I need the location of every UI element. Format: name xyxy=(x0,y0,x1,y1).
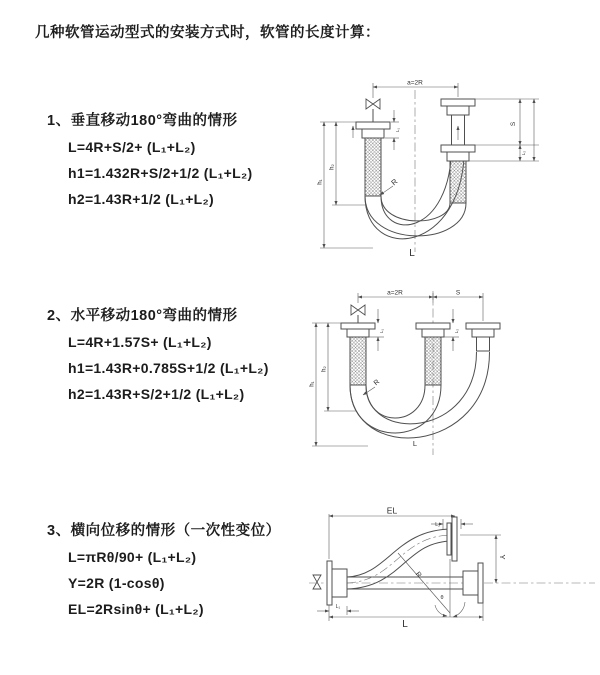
flange xyxy=(478,563,483,603)
dim-label-l1: L₁ xyxy=(395,127,400,133)
flange xyxy=(416,323,450,329)
radius-construction xyxy=(398,553,465,617)
formula-line: EL=2Rsinθ+ (L₁+L₂) xyxy=(68,601,204,617)
hose-braid xyxy=(365,138,381,196)
fitting-block xyxy=(447,152,469,161)
section-vertical-180 xyxy=(47,113,253,217)
fitting-block xyxy=(347,329,369,337)
angle-label: θ xyxy=(440,595,444,601)
length-label: L xyxy=(412,439,418,448)
dim-label-y: Y xyxy=(498,554,507,560)
dim-label-l2: L₂ xyxy=(435,522,440,528)
formula-line: L=4R+1.57S+ (L₁+L₂) xyxy=(68,334,212,350)
fitting-block xyxy=(472,329,494,337)
formula-line: h1=1.432R+S/2+1/2 (L₁+L₂) xyxy=(68,165,253,181)
section-heading: 3、横向位移的情形（一次性变位） xyxy=(47,523,281,539)
left-pipe-assembly xyxy=(341,305,375,385)
diagram-vertical-180-bend xyxy=(315,72,600,262)
dimension-lines xyxy=(317,514,501,621)
hose-braid xyxy=(350,337,366,385)
hose-braid xyxy=(425,337,441,385)
flange xyxy=(466,323,500,329)
section-lateral-displacement xyxy=(47,523,281,627)
formula-line: L=4R+S/2+ (L₁+L₂) xyxy=(68,139,196,155)
hose-curves xyxy=(350,352,490,438)
fitting-block xyxy=(463,571,478,595)
fitting-block xyxy=(447,106,469,115)
dim-label-s: S xyxy=(455,289,461,297)
dim-label-span: a=2R xyxy=(407,79,423,87)
diagram-horizontal-180-bend xyxy=(308,283,600,468)
flange xyxy=(441,99,475,106)
dim-label-l2: L₂ xyxy=(454,328,459,334)
diagram-lateral-displacement xyxy=(303,503,600,668)
dim-label-l1: L₁ xyxy=(335,604,341,610)
flange xyxy=(341,323,375,329)
formula-line: h2=1.43R+S/2+1/2 (L₁+L₂) xyxy=(68,386,245,402)
page-title: 几种软管运动型式的安装方式时，软管的长度计算： xyxy=(35,25,380,41)
radius-label: R xyxy=(372,378,382,388)
radius-label: R xyxy=(413,570,423,580)
pipe xyxy=(477,337,490,351)
middle-pipe-assembly xyxy=(416,323,450,385)
fitting-block xyxy=(422,329,444,337)
fitting-block xyxy=(332,569,347,597)
valve-icon xyxy=(351,305,365,315)
section-horizontal-180 xyxy=(47,308,269,412)
displaced-hose xyxy=(347,517,457,589)
section-heading: 1、垂直移动180°弯曲的情形 xyxy=(47,113,238,129)
formula-line: h2=1.43R+1/2 (L₁+L₂) xyxy=(68,191,215,207)
dim-label-span: a=2R xyxy=(387,289,403,297)
dimension-labels xyxy=(318,80,527,260)
left-pipe-assembly xyxy=(356,99,390,196)
formula-line: L=πRθ/90+ (L₁+L₂) xyxy=(68,549,197,565)
right-pipe-assembly xyxy=(441,99,475,203)
valve-icon xyxy=(313,575,321,589)
hose-braid xyxy=(450,161,466,203)
flange xyxy=(441,145,475,152)
valve-icon xyxy=(366,99,380,109)
radius-label: R xyxy=(389,176,400,188)
dim-label-l1: L₁ xyxy=(379,328,384,334)
fitting-block xyxy=(447,523,451,555)
dim-label-h1: h₁ xyxy=(317,179,324,185)
dim-label-h2: h₂ xyxy=(321,366,328,372)
flange xyxy=(327,561,332,605)
left-flange-assembly xyxy=(327,561,347,605)
dim-label-h1: h₁ xyxy=(309,381,316,387)
fitting-block xyxy=(362,129,384,138)
length-label: L xyxy=(409,248,415,259)
dim-label-s: S xyxy=(510,121,517,127)
dim-label-h2: h₂ xyxy=(329,164,336,170)
section-heading: 2、水平移动180°弯曲的情形 xyxy=(47,308,238,324)
dim-label-el: EL xyxy=(386,505,398,516)
dim-label-l2: L₂ xyxy=(521,150,526,156)
formula-line: Y=2R (1-cosθ) xyxy=(68,575,165,591)
length-label: L xyxy=(402,619,408,630)
flange xyxy=(452,517,457,561)
dimension-lines xyxy=(317,83,539,248)
flange xyxy=(356,122,390,129)
right-pipe-assembly xyxy=(466,323,500,351)
formula-line: h1=1.43R+0.785S+1/2 (L₁+L₂) xyxy=(68,360,269,376)
